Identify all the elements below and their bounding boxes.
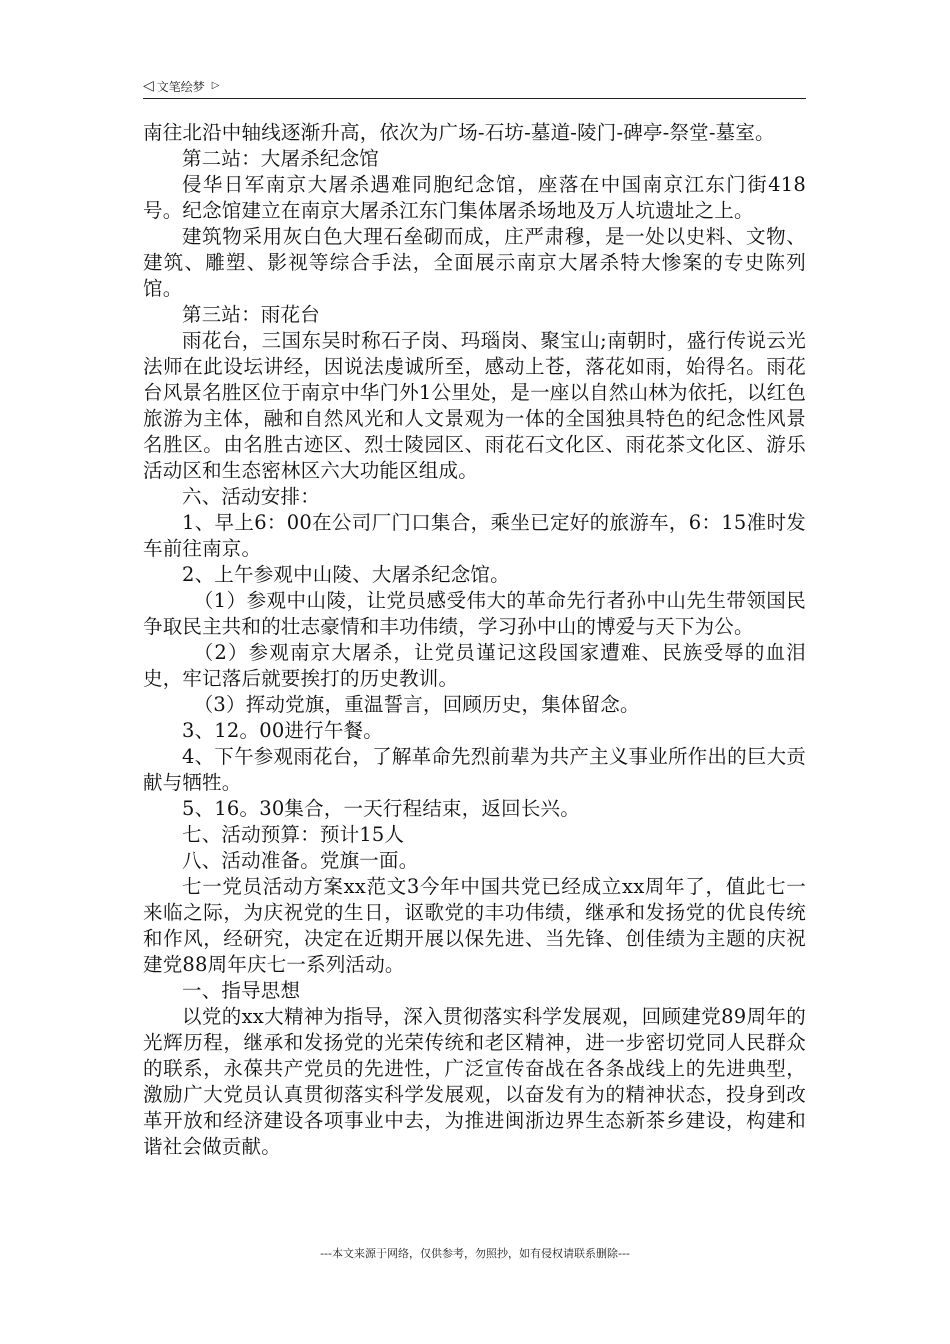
body-paragraph: 侵华日军南京大屠杀遇难同胞纪念馆，座落在中国南京江东门街418号。纪念馆建立在南京大屠杀江东门集体屠杀场地及万人坑遗址之上。 — [143, 173, 806, 222]
page-footer-disclaimer: ---本文来源于网络，仅供参考，勿照抄，如有侵权请联系删除--- — [320, 1247, 630, 1260]
body-paragraph: 4、下午参观雨花台，了解革命先烈前辈为共产主义事业所作出的巨大贡献与牺牲。 — [143, 745, 806, 794]
body-paragraph: 雨花台，三国东吴时称石子岗、玛瑙岗、聚宝山;南朝时，盛行传说云光法师在此设坛讲经，因说法虔诚所至，感动上苍，落花如雨，始得名。雨花台风景名胜区位于南京中华门外1公里处，是一座以自然山林为依托，以红色旅游为主体，融和自然风光和人文景观为一体的全国独具特色的纪念性风景名胜区。由名胜古迹区、烈士陵园区、雨花石文化区、雨花茶文化区、游乐活动区和生态密林区六大功能区组成。 — [143, 329, 806, 482]
body-paragraph: （2）参观南京大屠杀，让党员谨记这段国家遭难、民族受辱的血泪史，牢记落后就要挨打的历史教训。 — [143, 641, 806, 690]
body-paragraph: 3、12。00进行午餐。 — [182, 719, 383, 742]
body-paragraph: 建筑物采用灰白色大理石垒砌而成，庄严肃穆，是一处以史料、文物、建筑、雕塑、影视等综合手法，全面展示南京大屠杀特大惨案的专史陈列馆。 — [143, 225, 806, 300]
body-paragraph: （1）参观中山陵，让党员感受伟大的革命先行者孙中山先生带领国民争取民主共和的壮志豪情和丰功伟绩，学习孙中山的博爱与天下为公。 — [143, 589, 806, 638]
body-paragraph: 第二站：大屠杀纪念馆 — [182, 147, 380, 170]
body-paragraph: 2、上午参观中山陵、大屠杀纪念馆。 — [182, 563, 510, 586]
page-header — [143, 74, 806, 99]
body-paragraph: 八、活动准备。党旗一面。 — [182, 849, 419, 872]
body-paragraph: 一、指导思想 — [182, 979, 301, 1002]
body-paragraph: 六、活动安排： — [182, 485, 320, 508]
right-triangle-icon: ▷ — [211, 80, 220, 91]
body-paragraph: 第三站：雨花台 — [182, 303, 320, 326]
body-paragraph: 1、早上6：00在公司厂门口集合，乘坐已定好的旅游车，6：15准时发车前往南京。 — [143, 511, 806, 560]
body-paragraph: 以党的xx大精神为指导，深入贯彻落实科学发展观，回顾建党89周年的光辉历程，继承和发扬党的光荣传统和老区精神，进一步密切党同人民群众的联系，永葆共产党员的先进性，广泛宣传奋战在各条战线上的先进典型，激励广大党员认真贯彻落实科学发展观，以奋发有为的精神状态，投身到改革开放和经济建设各项事业中去，为推进闽浙边界生态新茶乡建设，构建和谐社会做贡献。 — [143, 1005, 806, 1158]
body-paragraph: 5、16。30集合，一天行程结束，返回长兴。 — [182, 797, 580, 820]
body-paragraph: 南往北沿中轴线逐渐升高，依次为广场-石坊-墓道-陵门-碑亭-祭堂-墓室。 — [143, 121, 775, 144]
document-body — [143, 120, 806, 1160]
header-title: 文笔绘梦 — [156, 79, 205, 94]
left-triangle-icon: ◁ — [143, 78, 154, 94]
body-paragraph: （3）挥动党旗，重温誓言，回顾历史，集体留念。 — [193, 693, 640, 716]
body-paragraph: 七、活动预算：预计15人 — [182, 823, 405, 846]
body-paragraph: 七一党员活动方案xx范文3今年中国共党已经成立xx周年了，值此七一来临之际，为庆祝党的生日，讴歌党的丰功伟绩，继承和发扬党的优良传统和作风，经研究，决定在近期开展以保先进、当先锋、创佳绩为主题的庆祝建党88周年庆七一系列活动。 — [143, 875, 806, 976]
